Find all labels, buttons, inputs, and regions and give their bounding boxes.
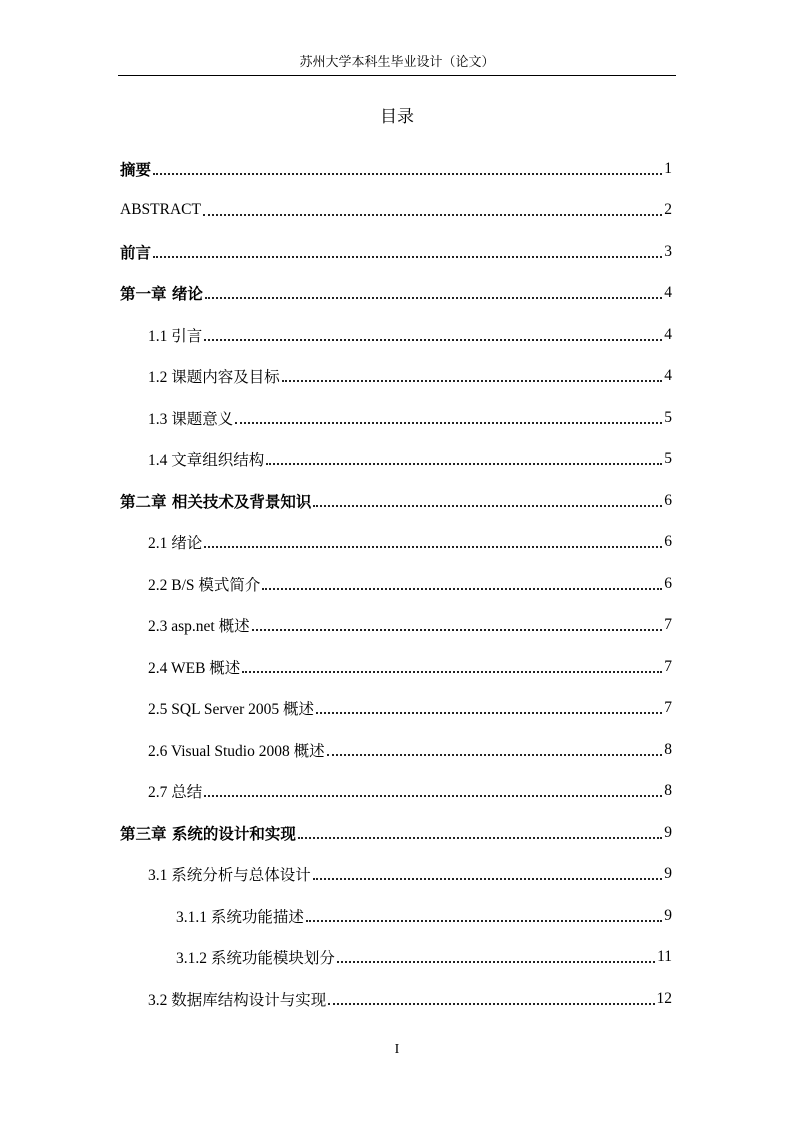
toc-entry-label: 第一章 绪论 <box>120 285 203 304</box>
toc-entry-label: 第二章 相关技术及背景知识 <box>120 492 312 511</box>
toc-dot-leader <box>316 712 662 714</box>
toc-entry[interactable] <box>120 812 672 854</box>
toc-entry[interactable] <box>120 605 672 647</box>
toc-entry[interactable] <box>120 854 672 896</box>
toc-entry-page: 4 <box>664 325 672 343</box>
toc-entry-label: 2.5 SQL Server 2005 概述 <box>148 701 315 719</box>
toc-entry[interactable] <box>120 273 672 315</box>
toc-entry-page: 1 <box>664 159 672 177</box>
toc-entry-label: 2.6 Visual Studio 2008 概述 <box>148 742 325 760</box>
table-of-contents <box>120 148 672 1020</box>
toc-entry-page: 11 <box>657 948 672 966</box>
toc-dot-leader <box>298 837 662 839</box>
toc-entry-label: 1.1 引言 <box>148 327 203 345</box>
toc-entry[interactable] <box>120 148 672 190</box>
toc-entry-label: 摘要 <box>120 160 152 179</box>
toc-entry-page: 7 <box>664 616 672 634</box>
toc-dot-leader <box>266 463 662 465</box>
toc-entry[interactable] <box>120 356 672 398</box>
toc-dot-leader <box>337 961 655 963</box>
toc-entry-label: 1.2 课题内容及目标 <box>148 369 280 387</box>
toc-dot-leader <box>306 920 662 922</box>
toc-entry-page: 4 <box>664 284 672 302</box>
toc-entry-label: ABSTRACT <box>120 201 201 219</box>
toc-dot-leader <box>205 297 662 299</box>
toc-entry-page: 8 <box>664 782 672 800</box>
toc-entry[interactable] <box>120 314 672 356</box>
toc-entry-page: 6 <box>664 491 672 509</box>
toc-entry[interactable] <box>120 688 672 730</box>
toc-dot-leader <box>313 878 662 880</box>
toc-entry-label: 1.3 课题意义 <box>148 410 234 428</box>
toc-dot-leader <box>203 214 662 216</box>
toc-entry-page: 9 <box>664 823 672 841</box>
toc-dot-leader <box>204 546 662 548</box>
toc-entry-page: 4 <box>664 367 672 385</box>
toc-entry[interactable] <box>120 978 672 1020</box>
toc-entry[interactable] <box>120 480 672 522</box>
toc-entry-label: 3.1.2 系统功能模块划分 <box>176 950 335 968</box>
toc-entry-page: 6 <box>664 574 672 592</box>
toc-entry-label: 2.2 B/S 模式简介 <box>148 576 261 594</box>
toc-entry[interactable] <box>120 937 672 979</box>
toc-entry-page: 8 <box>664 740 672 758</box>
toc-dot-leader <box>204 339 662 341</box>
toc-dot-leader <box>242 671 662 673</box>
page-number: I <box>394 1042 400 1057</box>
toc-dot-leader <box>313 505 662 507</box>
toc-entry-label: 3.1.1 系统功能描述 <box>176 908 304 926</box>
toc-dot-leader <box>282 380 662 382</box>
toc-entry-page: 9 <box>664 865 672 883</box>
toc-entry[interactable] <box>120 646 672 688</box>
toc-entry[interactable] <box>120 190 672 232</box>
toc-entry[interactable] <box>120 895 672 937</box>
toc-entry-page: 5 <box>664 408 672 426</box>
toc-entry-label: 3.1 系统分析与总体设计 <box>148 867 311 885</box>
toc-entry-label: 2.7 总结 <box>148 784 203 802</box>
toc-entry[interactable] <box>120 439 672 481</box>
toc-title: 目录 <box>380 107 414 127</box>
toc-entry-page: 12 <box>656 989 672 1007</box>
toc-entry-page: 3 <box>664 242 672 260</box>
toc-entry[interactable] <box>120 729 672 771</box>
toc-entry-label: 前言 <box>120 243 152 262</box>
toc-dot-leader <box>204 795 662 797</box>
toc-entry-page: 6 <box>664 533 672 551</box>
toc-dot-leader <box>252 629 663 631</box>
toc-entry-label: 2.4 WEB 概述 <box>148 659 241 677</box>
toc-entry-label: 第三章 系统的设计和实现 <box>120 824 296 843</box>
toc-entry-page: 7 <box>664 657 672 675</box>
page-header: 苏州大学本科生毕业设计（论文） <box>118 53 676 76</box>
toc-entry[interactable] <box>120 563 672 605</box>
toc-entry[interactable] <box>120 771 672 813</box>
toc-dot-leader <box>235 422 662 424</box>
toc-entry[interactable] <box>120 522 672 564</box>
toc-dot-leader <box>153 173 662 175</box>
toc-entry-label: 1.4 文章组织结构 <box>148 452 265 470</box>
toc-entry-label: 2.3 asp.net 概述 <box>148 618 250 636</box>
toc-dot-leader <box>262 588 662 590</box>
toc-entry[interactable] <box>120 397 672 439</box>
toc-entry-page: 9 <box>664 906 672 924</box>
toc-entry[interactable] <box>120 231 672 273</box>
toc-dot-leader <box>153 256 662 258</box>
toc-entry-label: 3.2 数据库结构设计与实现 <box>148 991 327 1009</box>
toc-entry-page: 7 <box>664 699 672 717</box>
toc-entry-label: 2.1 绪论 <box>148 535 203 553</box>
toc-dot-leader <box>327 754 663 756</box>
toc-entry-page: 5 <box>664 450 672 468</box>
toc-entry-page: 2 <box>664 201 672 219</box>
toc-dot-leader <box>328 1003 654 1005</box>
